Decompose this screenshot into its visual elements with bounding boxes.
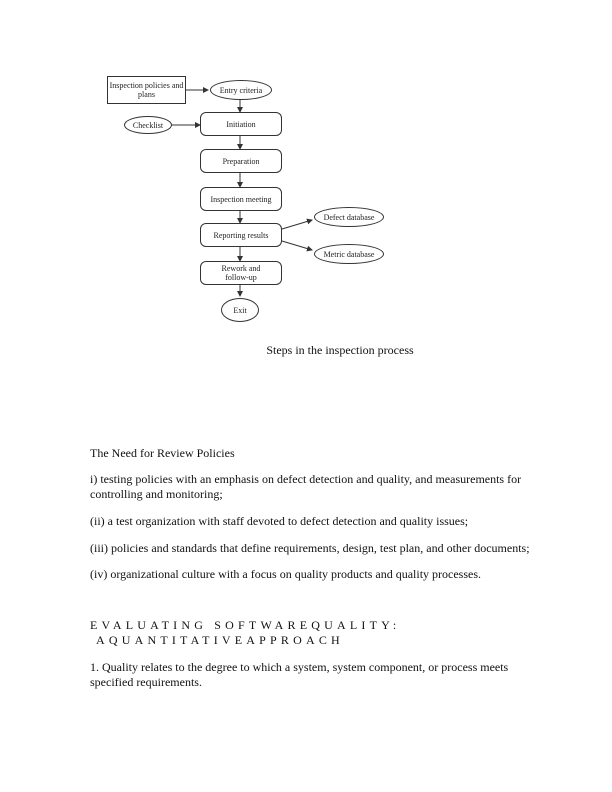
arrow-reporting-defect xyxy=(282,220,312,229)
node-inspection-meeting-label: Inspection meeting xyxy=(210,194,272,204)
policy-item-2: (ii) a test organization with staff devoted to defect detection and quality issues; xyxy=(90,514,469,528)
node-entry-criteria xyxy=(210,80,272,100)
section-heading-line2: AQUANTITATIVEAPPROACH xyxy=(96,633,344,647)
node-metric-database xyxy=(314,244,384,264)
node-preparation-label: Preparation xyxy=(222,156,260,166)
node-rework-follow-up-label: Rework and follow-up xyxy=(221,264,261,282)
section-heading-line1: EVALUATING SOFTWAREQUALITY: xyxy=(90,618,401,632)
node-reporting-results xyxy=(200,223,282,247)
node-exit-label: Exit xyxy=(233,305,247,315)
arrow-reporting-metric xyxy=(282,241,312,250)
node-exit xyxy=(221,298,259,322)
inspection-process-diagram xyxy=(100,70,400,330)
diagram-caption xyxy=(0,343,612,358)
node-inspection-policies-label: Inspection policies and plans xyxy=(109,81,184,99)
node-entry-criteria-label: Entry criteria xyxy=(219,85,263,95)
section-title-review-policies: The Need for Review Policies xyxy=(90,446,235,460)
node-reporting-results-label: Reporting results xyxy=(213,230,269,240)
policy-item-1: i) testing policies with an emphasis on defect detection and quality, and measurements for controlling and monitoring; xyxy=(90,472,522,501)
quality-item-1: 1. Quality relates to the degree to which a system, system component, or process meets specified requirements. xyxy=(90,660,509,689)
node-checklist xyxy=(124,116,172,134)
policy-item-4: (iv) organizational culture with a focus on quality products and quality processes. xyxy=(90,567,482,581)
node-defect-database xyxy=(314,207,384,227)
node-initiation-label: Initiation xyxy=(226,119,256,129)
node-metric-database-label: Metric database xyxy=(323,249,375,259)
policy-item-3: (iii) policies and standards that define requirements, design, test plan, and other documents; xyxy=(90,541,530,555)
node-preparation xyxy=(200,149,282,173)
node-inspection-meeting xyxy=(200,187,282,211)
node-initiation xyxy=(200,112,282,136)
node-rework-follow-up xyxy=(200,261,282,285)
node-checklist-label: Checklist xyxy=(132,120,164,130)
diagram-caption-text: Steps in the inspection process xyxy=(266,343,414,357)
node-inspection-policies xyxy=(107,76,186,104)
node-defect-database-label: Defect database xyxy=(323,212,375,222)
